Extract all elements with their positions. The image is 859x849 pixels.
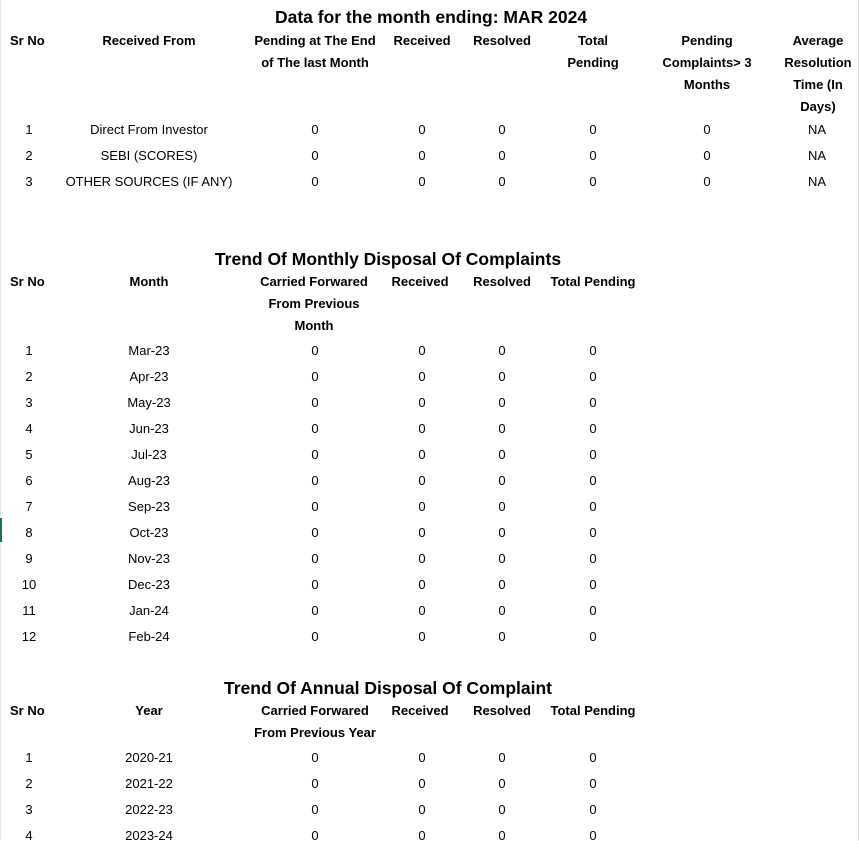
cell-resolved: 0	[498, 447, 506, 462]
cell-pending-3m: 0	[703, 122, 711, 137]
cell-carried: 0	[311, 525, 319, 540]
cell-received: 0	[418, 828, 426, 843]
header-pending-3-months: Pending Complaints> 3 Months	[662, 33, 752, 92]
cell-sr: 1	[25, 343, 33, 358]
cell-received: 0	[418, 174, 426, 189]
cell-received: 0	[418, 551, 426, 566]
cell-sr: 6	[25, 473, 33, 488]
header-received-from: Received From	[102, 33, 196, 48]
cell-total: 0	[589, 447, 597, 462]
cell-total: 0	[589, 343, 597, 358]
cell-resolved: 0	[498, 174, 506, 189]
table-row	[0, 797, 859, 823]
cell-total: 0	[589, 174, 597, 189]
cell-sr: 3	[25, 174, 33, 189]
cell-sr: 9	[25, 551, 33, 566]
section1-title: Data for the month ending: MAR 2024	[274, 7, 588, 27]
header-received: Received	[393, 33, 451, 48]
cell-sr: 4	[25, 828, 33, 843]
cell-resolved: 0	[498, 369, 506, 384]
table-row	[0, 546, 859, 572]
header-resolved: Resolved	[473, 274, 531, 289]
header-received: Received	[391, 703, 449, 718]
cell-total: 0	[589, 499, 597, 514]
cell-sr: 2	[25, 369, 33, 384]
table-row	[0, 468, 859, 494]
cell-sr: 11	[22, 603, 36, 618]
cell-sr: 2	[25, 776, 33, 791]
cell-total: 0	[589, 629, 597, 644]
cell-total: 0	[589, 148, 597, 163]
cell-month: May-23	[127, 395, 171, 410]
cell-resolved: 0	[498, 421, 506, 436]
cell-year: 2020-21	[125, 750, 173, 765]
cell-carried: 0	[311, 499, 319, 514]
cell-carried: 0	[311, 421, 319, 436]
cell-carried: 0	[311, 750, 319, 765]
header-year: Year	[135, 703, 163, 718]
cell-month: Aug-23	[128, 473, 170, 488]
cell-resolved: 0	[498, 148, 506, 163]
cell-received: 0	[418, 577, 426, 592]
cell-total: 0	[589, 122, 597, 137]
cell-received: 0	[418, 629, 426, 644]
header-resolved: Resolved	[473, 703, 531, 718]
cell-pending: 0	[311, 174, 319, 189]
cell-received: 0	[418, 473, 426, 488]
cell-month: Feb-24	[128, 629, 170, 644]
cell-sr: 4	[25, 421, 33, 436]
cell-month: Mar-23	[128, 343, 170, 358]
header-pending-last-month: Pending at The End of The last Month	[254, 33, 376, 70]
cell-received: 0	[418, 421, 426, 436]
cell-sr: 2	[25, 148, 33, 163]
cell-received: 0	[418, 776, 426, 791]
header-sr-no: Sr No	[10, 33, 45, 48]
cell-received: 0	[418, 395, 426, 410]
cell-pending-3m: 0	[703, 174, 711, 189]
cell-month: Jun-23	[129, 421, 169, 436]
cell-carried: 0	[311, 447, 319, 462]
cell-total: 0	[589, 776, 597, 791]
cell-sr: 7	[25, 499, 33, 514]
cell-total: 0	[589, 828, 597, 843]
cell-carried: 0	[311, 551, 319, 566]
cell-received: 0	[418, 447, 426, 462]
cell-pending: 0	[311, 148, 319, 163]
cell-resolved: 0	[498, 525, 506, 540]
table-row	[0, 390, 859, 416]
table-row	[0, 416, 859, 442]
cell-received: 0	[418, 148, 426, 163]
cell-month: Oct-23	[129, 525, 169, 540]
table-row	[0, 823, 859, 849]
cell-carried: 0	[311, 603, 319, 618]
table-row	[0, 338, 859, 364]
cell-received: 0	[418, 750, 426, 765]
cell-sr: 10	[21, 577, 37, 592]
header-carried-forward: Carried Forwared From Previous Year	[254, 703, 376, 740]
table-row	[0, 745, 859, 771]
cell-resolved: 0	[498, 629, 506, 644]
cell-total: 0	[589, 577, 597, 592]
cell-month: Nov-23	[128, 551, 170, 566]
table-row	[0, 143, 859, 169]
table-row	[0, 364, 859, 390]
cell-total: 0	[589, 525, 597, 540]
cell-sr: 5	[25, 447, 33, 462]
header-resolved: Resolved	[473, 33, 531, 48]
cell-resolved: 0	[498, 343, 506, 358]
cell-source: OTHER SOURCES (IF ANY)	[65, 174, 233, 189]
cell-resolved: 0	[498, 395, 506, 410]
cell-resolved: 0	[498, 499, 506, 514]
cell-resolved: 0	[498, 122, 506, 137]
cell-month: Jan-24	[129, 603, 169, 618]
cell-source: SEBI (SCORES)	[100, 148, 198, 163]
cell-avg-resolution: NA	[807, 122, 827, 137]
cell-carried: 0	[311, 828, 319, 843]
cell-total: 0	[589, 473, 597, 488]
cell-received: 0	[418, 525, 426, 540]
cell-received: 0	[418, 122, 426, 137]
cell-total: 0	[589, 603, 597, 618]
cell-received: 0	[418, 499, 426, 514]
cell-carried: 0	[311, 473, 319, 488]
cell-year: 2023-24	[125, 828, 173, 843]
cell-total: 0	[589, 369, 597, 384]
cell-received: 0	[418, 603, 426, 618]
cell-resolved: 0	[498, 828, 506, 843]
cell-carried: 0	[311, 629, 319, 644]
cell-resolved: 0	[498, 776, 506, 791]
table-row	[0, 598, 859, 624]
table-row	[0, 572, 859, 598]
section2-title: Trend Of Monthly Disposal Of Complaints	[214, 249, 562, 269]
cell-year: 2022-23	[125, 802, 173, 817]
table-row	[0, 520, 859, 546]
header-month: Month	[129, 274, 169, 289]
cell-month: Apr-23	[129, 369, 169, 384]
cell-resolved: 0	[498, 802, 506, 817]
table-row	[0, 169, 859, 195]
cell-resolved: 0	[498, 603, 506, 618]
cell-sr: 3	[25, 395, 33, 410]
cell-received: 0	[418, 369, 426, 384]
header-total-pending: Total Pending	[567, 33, 619, 70]
cell-sr: 1	[25, 122, 33, 137]
cell-carried: 0	[311, 577, 319, 592]
header-received: Received	[391, 274, 449, 289]
header-average-resolution: Average Resolution Time (In Days)	[784, 33, 852, 114]
cell-total: 0	[589, 551, 597, 566]
table-row	[0, 771, 859, 797]
table-row	[0, 442, 859, 468]
header-sr-no: Sr No	[10, 703, 45, 718]
cell-received: 0	[418, 802, 426, 817]
cell-resolved: 0	[498, 473, 506, 488]
section3-title: Trend Of Annual Disposal Of Complaint	[224, 678, 552, 698]
cell-source: Direct From Investor	[90, 122, 208, 137]
cell-pending-3m: 0	[703, 148, 711, 163]
cell-resolved: 0	[498, 551, 506, 566]
cell-resolved: 0	[498, 577, 506, 592]
cell-total: 0	[589, 421, 597, 436]
table-row	[0, 117, 859, 143]
header-sr-no: Sr No	[10, 274, 45, 289]
header-carried-forward: Carried Forwared From Previous Month	[260, 274, 368, 333]
header-total-pending: Total Pending	[550, 274, 636, 289]
cell-sr: 12	[21, 629, 37, 644]
cell-received: 0	[418, 343, 426, 358]
cell-carried: 0	[311, 395, 319, 410]
cell-month: Dec-23	[128, 577, 170, 592]
cell-carried: 0	[311, 369, 319, 384]
cell-avg-resolution: NA	[807, 174, 827, 189]
cell-total: 0	[589, 395, 597, 410]
table-row	[0, 494, 859, 520]
cell-year: 2021-22	[125, 776, 173, 791]
cell-carried: 0	[311, 776, 319, 791]
cell-resolved: 0	[498, 750, 506, 765]
cell-month: Jul-23	[131, 447, 167, 462]
cell-sr: 3	[25, 802, 33, 817]
table-row	[0, 624, 859, 650]
cell-carried: 0	[311, 802, 319, 817]
cell-month: Sep-23	[128, 499, 170, 514]
cell-sr: 8	[25, 525, 33, 540]
cell-sr: 1	[25, 750, 33, 765]
header-total-pending: Total Pending	[550, 703, 636, 718]
cell-carried: 0	[311, 343, 319, 358]
cell-total: 0	[589, 802, 597, 817]
cell-avg-resolution: NA	[807, 148, 827, 163]
cell-total: 0	[589, 750, 597, 765]
cell-pending: 0	[311, 122, 319, 137]
